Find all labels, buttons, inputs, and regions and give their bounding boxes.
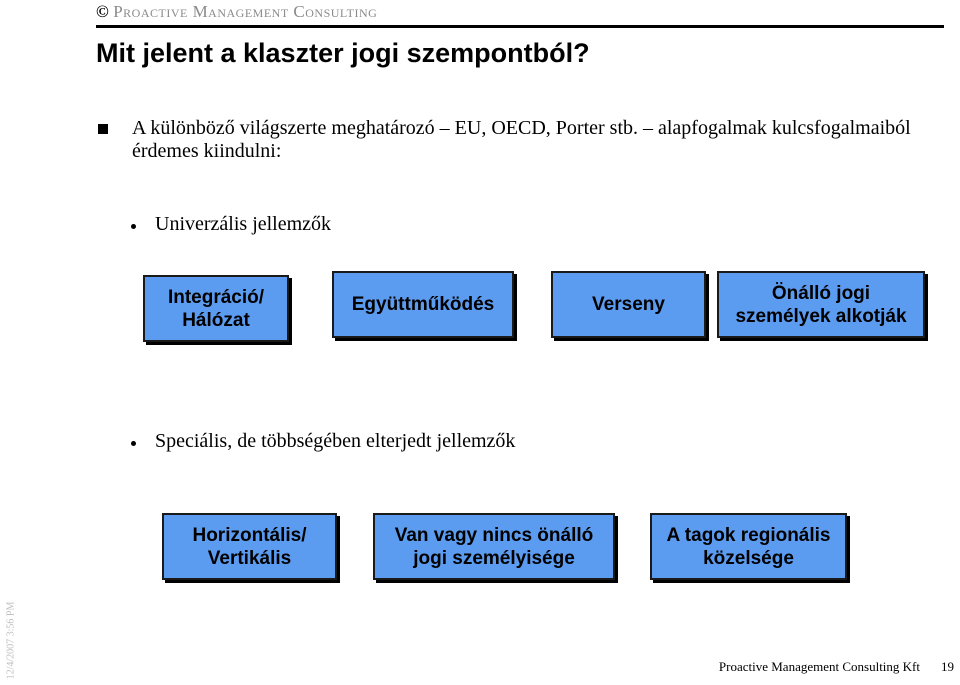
- page-number: 19: [941, 659, 954, 674]
- slide-title: Mit jelent a klaszter jogi szempontból?: [96, 38, 590, 68]
- universal-box-competition: Verseny: [551, 271, 706, 338]
- universal-box-integration: Integráció/ Hálózat: [143, 275, 289, 342]
- main-point: A különböző világszerte meghatározó – EU, OECD, Porter stb. – alapfogalmak kulcsfogalmaiból érdemes kiindulni:: [132, 117, 911, 162]
- special-box-horizontal-vertical: Horizontális/ Vertikális: [162, 513, 337, 580]
- special-box-regional-proximity: A tagok regionális közelsége: [650, 513, 847, 580]
- special-box-legal-personality: Van vagy nincs önálló jogi személyisége: [373, 513, 615, 580]
- header-divider: [96, 25, 944, 28]
- header-company: Proactive Management Consulting: [113, 2, 378, 21]
- bullet-dot-icon: [131, 224, 136, 229]
- universal-box-cooperation: Együttműködés: [332, 271, 514, 338]
- universal-label: Univerzális jellemzők: [155, 213, 332, 235]
- footer-company: Proactive Management Consulting Kft: [718, 659, 920, 674]
- slide-date: 12/4/2007 3:56 PM: [5, 601, 17, 680]
- copyright-symbol: ©: [96, 2, 110, 21]
- header: [96, 2, 377, 22]
- universal-box-legal-entities: Önálló jogi személyek alkotják: [717, 271, 925, 338]
- bullet-dot-icon: [131, 441, 136, 446]
- special-label: Speciális, de többségében elterjedt jellemzők: [155, 430, 516, 452]
- square-bullet-icon: [98, 124, 108, 134]
